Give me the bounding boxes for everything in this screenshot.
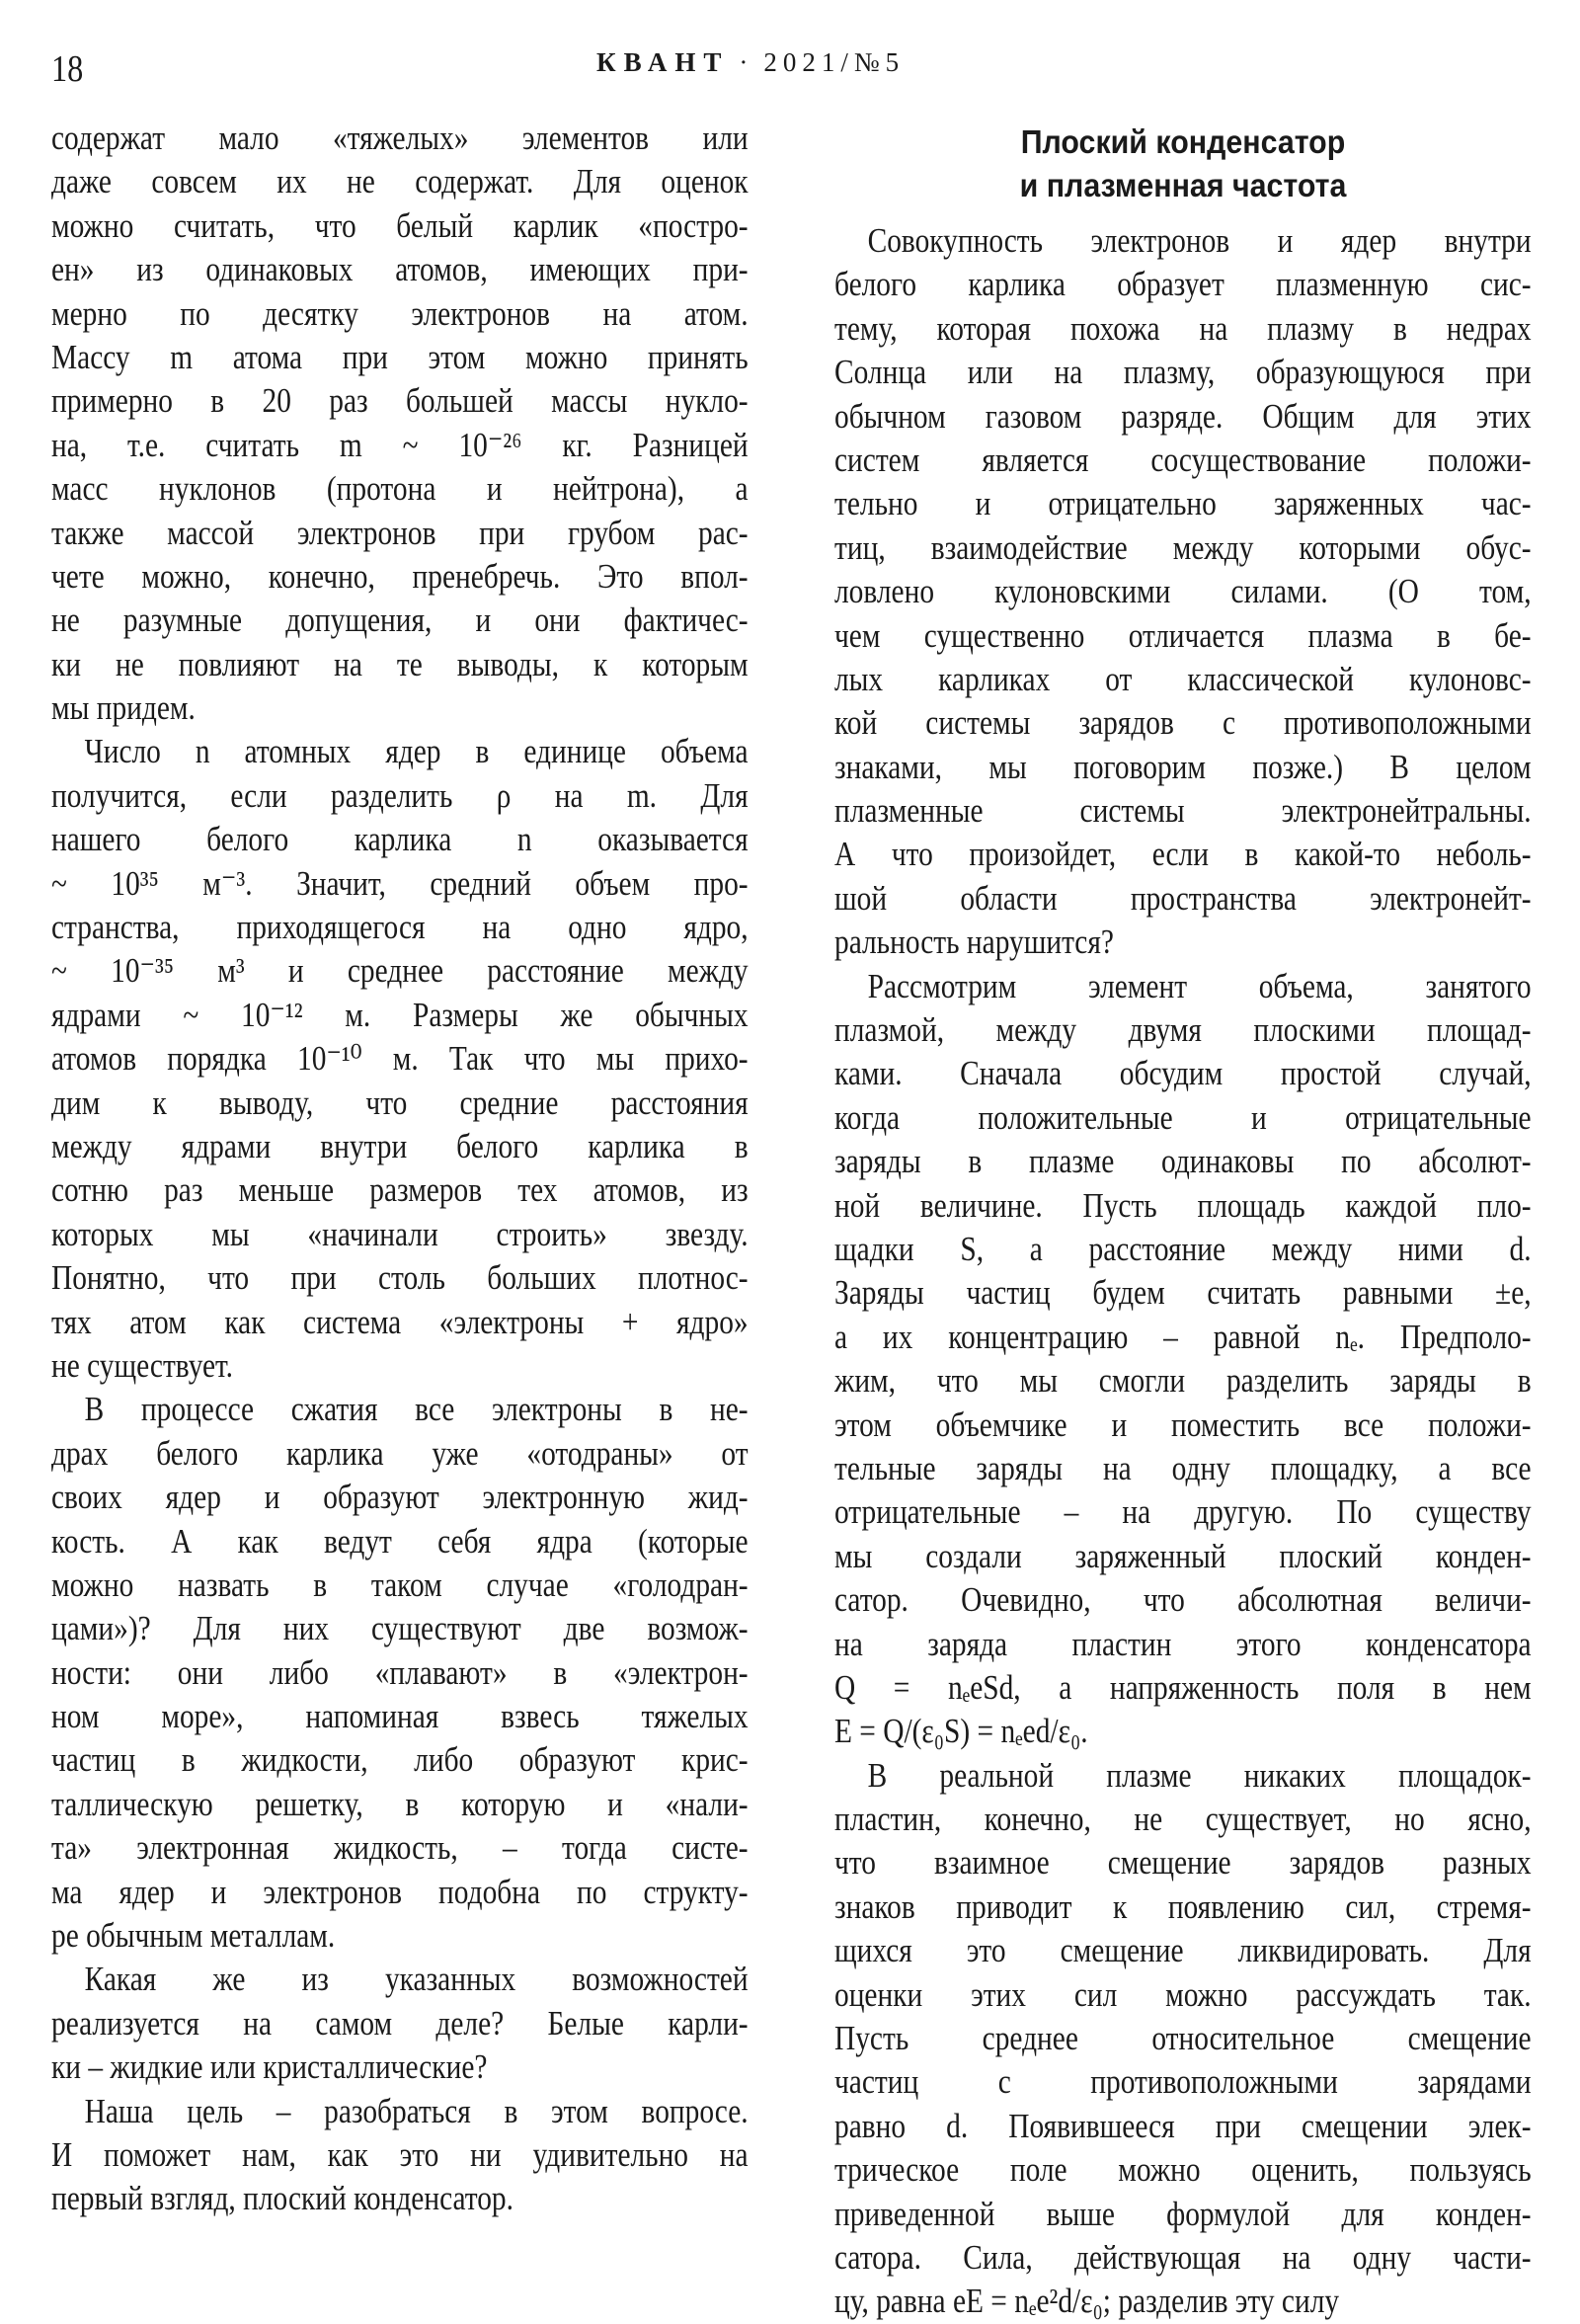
text-line: E = Q/(ε₀S) = nₑed/ε₀. bbox=[834, 1712, 1088, 1751]
text-line: кость. А как ведут себя ядра (которые bbox=[51, 1521, 749, 1561]
text-line: тиц, взаимодействие между которыми обус- bbox=[834, 527, 1532, 567]
text-line: нашего белого карлика n оказывается bbox=[51, 820, 749, 859]
text-line: В реальной плазме никаких площадок- bbox=[867, 1755, 1532, 1795]
text-line: мы создали заряженный плоский конден- bbox=[834, 1536, 1532, 1575]
text-line: жим, что мы смогли разделить заряды в bbox=[834, 1361, 1532, 1401]
section-heading-line-2: и плазменная частота bbox=[1019, 167, 1347, 203]
text-line: сатора. Сила, действующая на одну части- bbox=[834, 2237, 1532, 2277]
text-line: шой области пространства электронейт- bbox=[834, 878, 1532, 918]
paragraph bbox=[51, 117, 749, 730]
text-line: масс нуклонов (протона и нейтрона), а bbox=[51, 469, 749, 509]
text-line: ~ 10⁻³⁵ м³ и среднее расстояние между bbox=[51, 951, 749, 991]
text-line: приведенной выше формулой для конден- bbox=[834, 2194, 1532, 2233]
text-line: ~ 10³⁵ м⁻³. Значит, средний объем про- bbox=[51, 863, 749, 903]
text-line: дим к выводу, что средние расстояния bbox=[51, 1082, 749, 1122]
text-line: Массу m атома при этом можно принять bbox=[51, 337, 749, 376]
text-line: примерно в 20 раз большей массы нукло- bbox=[51, 381, 749, 421]
text-line: сатор. Очевидно, что абсолютная величи- bbox=[834, 1580, 1532, 1620]
paragraph bbox=[51, 2090, 749, 2221]
running-title bbox=[596, 47, 905, 78]
text-line: цу, равна eE = nₑe²d/ε₀; разделив эту силу bbox=[834, 2282, 1340, 2321]
text-line: мы придем. bbox=[51, 688, 196, 728]
text-line: мерно по десятку электронов на атом. bbox=[51, 293, 749, 333]
text-line: пластин, конечно, не существует, но ясно, bbox=[834, 1800, 1532, 1839]
text-line: тельные заряды на одну площадку, а все bbox=[834, 1448, 1532, 1487]
text-line: таллическую решетку, в которую и «нали- bbox=[51, 1784, 749, 1823]
issue-number: 2021/№5 bbox=[763, 47, 906, 77]
text-line: равно d. Появившееся при смещении элек- bbox=[834, 2106, 1532, 2145]
page-number: 18 bbox=[51, 48, 84, 90]
text-line: оценки этих сил можно рассуждать так. bbox=[834, 1974, 1532, 2014]
text-line: ен» из одинаковых атомов, имеющих при- bbox=[51, 250, 749, 289]
text-line: Пусть среднее относительное смещение bbox=[834, 2019, 1532, 2058]
text-line: тях атом как система «электроны + ядро» bbox=[51, 1302, 749, 1341]
text-line: кой системы зарядов с противоположными bbox=[834, 703, 1532, 743]
text-line: плазмой, между двумя плоскими площад- bbox=[834, 1010, 1532, 1050]
text-line: ре обычным металлам. bbox=[51, 1916, 336, 1956]
text-line: ядрами ~ 10⁻¹² м. Размеры же обычных bbox=[51, 995, 749, 1034]
text-line: тему, которая похожа на плазму в недрах bbox=[834, 308, 1532, 348]
text-line: ками. Сначала обсудим простой случай, bbox=[834, 1054, 1532, 1093]
text-line: отрицательные – на другую. По существу bbox=[834, 1492, 1532, 1532]
text-line: странства, приходящегося на одно ядро, bbox=[51, 908, 749, 947]
text-line: знаков приводит к появлению сил, стремя- bbox=[834, 1886, 1532, 1926]
text-line: Солнца или на плазму, образующуюся при bbox=[834, 353, 1532, 392]
text-line: Число n атомных ядер в единице объема bbox=[84, 732, 749, 771]
text-line: ной величине. Пусть площадь каждой пло- bbox=[834, 1185, 1532, 1225]
paragraph bbox=[51, 1958, 749, 2089]
text-line: обычном газовом разряде. Общим для этих bbox=[834, 396, 1532, 436]
text-line: плазменные системы электронейтральны. bbox=[834, 791, 1532, 831]
text-line: атомов порядка 10⁻¹⁰ м. Так что мы прихо- bbox=[51, 1039, 749, 1079]
text-line: когда положительные и отрицательные bbox=[834, 1097, 1532, 1137]
text-line: также массой электронов при грубом рас- bbox=[51, 513, 749, 552]
text-line: драх белого карлика уже «отодраны» от bbox=[51, 1433, 749, 1473]
text-line: заряды в плазме одинаковы по абсолют- bbox=[834, 1142, 1532, 1181]
section-heading bbox=[834, 117, 1532, 219]
text-line: ном море», напоминая взвесь тяжелых bbox=[51, 1697, 749, 1736]
text-line: можно считать, что белый карлик «постро- bbox=[51, 205, 749, 245]
text-line: ки не повлияют на те выводы, к которым bbox=[51, 644, 749, 683]
text-line: а их концентрацию – равной nₑ. Предполо- bbox=[834, 1317, 1532, 1356]
section-heading-line-1: Плоский конденсатор bbox=[1020, 123, 1346, 160]
text-line: тельно и отрицательно заряженных час- bbox=[834, 484, 1532, 523]
text-line: Какая же из указанных возможностей bbox=[84, 1960, 749, 1999]
text-line: щихся это смещение ликвидировать. Для bbox=[834, 1931, 1532, 1970]
left-column bbox=[51, 117, 749, 2221]
text-line: частиц в жидкости, либо образуют крис- bbox=[51, 1740, 749, 1780]
text-line: Q = nₑeSd, а напряженность поля в нем bbox=[834, 1667, 1532, 1707]
text-line: реализуется на самом деле? Белые карли- bbox=[51, 2003, 749, 2043]
text-line: частиц с противоположными зарядами bbox=[834, 2062, 1532, 2102]
text-line: ки – жидкие или кристаллические? bbox=[51, 2047, 488, 2087]
text-line: содержат мало «тяжелых» элементов или bbox=[51, 119, 749, 157]
text-line: ловлено кулоновскими силами. (О том, bbox=[834, 572, 1532, 611]
text-line: даже совсем их не содержат. Для оценок bbox=[51, 162, 749, 201]
right-column bbox=[834, 117, 1532, 2324]
text-line: на заряда пластин этого конденсатора bbox=[834, 1624, 1532, 1663]
paragraph bbox=[51, 730, 749, 1388]
text-line: которых мы «начинали строить» звезду. bbox=[51, 1214, 749, 1253]
text-line: можно назвать в таком случае «голодран- bbox=[51, 1564, 749, 1604]
text-line: чете можно, конечно, пренебречь. Это впол- bbox=[51, 556, 749, 596]
text-line: лых карликах от классической кулоновс- bbox=[834, 659, 1532, 698]
text-line: Понятно, что при столь больших плотнос- bbox=[51, 1258, 749, 1298]
text-line: щадки S, а расстояние между ними d. bbox=[834, 1229, 1532, 1268]
paragraph bbox=[834, 1754, 1532, 2324]
text-line: Совокупность электронов и ядер внутри bbox=[867, 221, 1532, 260]
text-line: не разумные допущения, и они фактичес- bbox=[51, 601, 749, 640]
text-line: трическое поле можно оценить, пользуясь bbox=[834, 2150, 1532, 2190]
text-line: знаками, мы поговорим позже.) В целом bbox=[834, 747, 1532, 786]
text-line: чем существенно отличается плазма в бе- bbox=[834, 615, 1532, 655]
text-line: А что произойдет, если в какой-то неболь- bbox=[834, 835, 1532, 874]
page-header bbox=[0, 40, 1580, 99]
right-column-body bbox=[834, 219, 1532, 2324]
text-line: Заряды частиц будем считать равными ±e, bbox=[834, 1273, 1532, 1313]
paragraph bbox=[834, 965, 1532, 1754]
text-line: первый взгляд, плоский конденсатор. bbox=[51, 2179, 514, 2218]
separator-dot: · bbox=[739, 47, 754, 77]
text-line: Рассмотрим элемент объема, занятого bbox=[867, 966, 1532, 1005]
text-line: на, т.е. считать m ~ 10⁻²⁶ кг. Разницей bbox=[51, 425, 749, 464]
text-line: В процессе сжатия все электроны в не- bbox=[84, 1390, 749, 1429]
text-line: ности: они либо «плавают» в «электрон- bbox=[51, 1652, 749, 1692]
text-line: систем является сосуществование положи- bbox=[834, 440, 1532, 479]
text-line: что взаимное смещение зарядов разных bbox=[834, 1843, 1532, 1883]
text-line: цами»)? Для них существуют две возмож- bbox=[51, 1609, 749, 1648]
text-line: своих ядер и образуют электронную жид- bbox=[51, 1478, 749, 1517]
text-line: сотню раз меньше размеров тех атомов, из bbox=[51, 1170, 749, 1210]
text-line: ральность нарушится? bbox=[834, 922, 1114, 962]
text-line: не существует. bbox=[51, 1345, 234, 1385]
paragraph bbox=[834, 219, 1532, 965]
text-line: белого карлика образует плазменную сис- bbox=[834, 265, 1532, 304]
text-line: И поможет нам, как это ни удивительно на bbox=[51, 2134, 749, 2174]
text-line: ма ядер и электронов подобна по структу- bbox=[51, 1872, 749, 1911]
text-line: Наша цель – разобраться в этом вопросе. bbox=[84, 2091, 749, 2130]
text-line: та» электронная жидкость, – тогда систе- bbox=[51, 1828, 749, 1868]
text-line: между ядрами внутри белого карлика в bbox=[51, 1126, 749, 1165]
paragraph bbox=[51, 1388, 749, 1958]
text-line: этом объемчике и поместить все положи- bbox=[834, 1404, 1532, 1444]
magazine-name: КВАНТ bbox=[596, 47, 730, 77]
text-line: получится, если разделить ρ на m. Для bbox=[51, 775, 749, 815]
